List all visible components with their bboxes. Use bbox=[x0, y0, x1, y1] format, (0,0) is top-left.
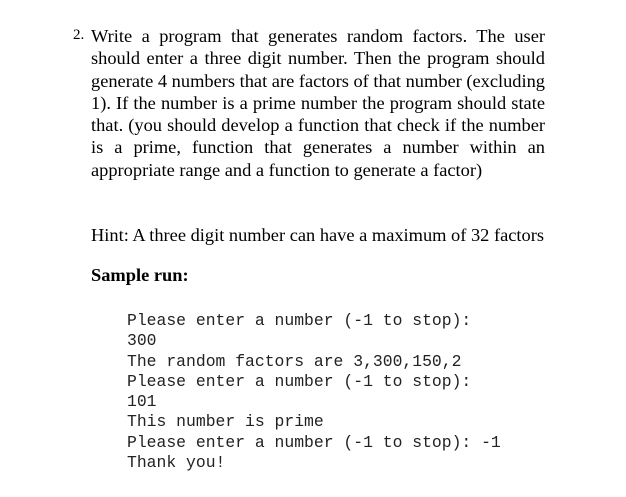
hint-text: Hint: A three digit number can have a maximum of 32 factors bbox=[91, 225, 545, 245]
question-number: 2. bbox=[73, 27, 85, 43]
console-line: Please enter a number (-1 to stop): bbox=[127, 371, 472, 391]
question-text: Write a program that generates random factors. The user should enter a three digit number. Then the program should generate 4 numbers that are factors of that number (excluding 1). If the number is a prime number the program should state that. (you should develop a function that check if the number is a prime, function that generates a number within an appropriate range and a function to generate a factor) bbox=[91, 26, 545, 180]
console-line: This number is prime bbox=[127, 412, 324, 432]
sample-run-output bbox=[127, 311, 501, 473]
console-line: Please enter a number (-1 to stop): -1 bbox=[127, 432, 501, 452]
console-line: Thank you! bbox=[127, 453, 226, 473]
console-line: 300 bbox=[127, 331, 157, 351]
console-line: Please enter a number (-1 to stop): bbox=[127, 311, 472, 330]
sample-run-heading: Sample run: bbox=[91, 265, 189, 285]
console-line: The random factors are 3,300,150,2 bbox=[127, 351, 462, 371]
console-line: 101 bbox=[127, 392, 157, 412]
